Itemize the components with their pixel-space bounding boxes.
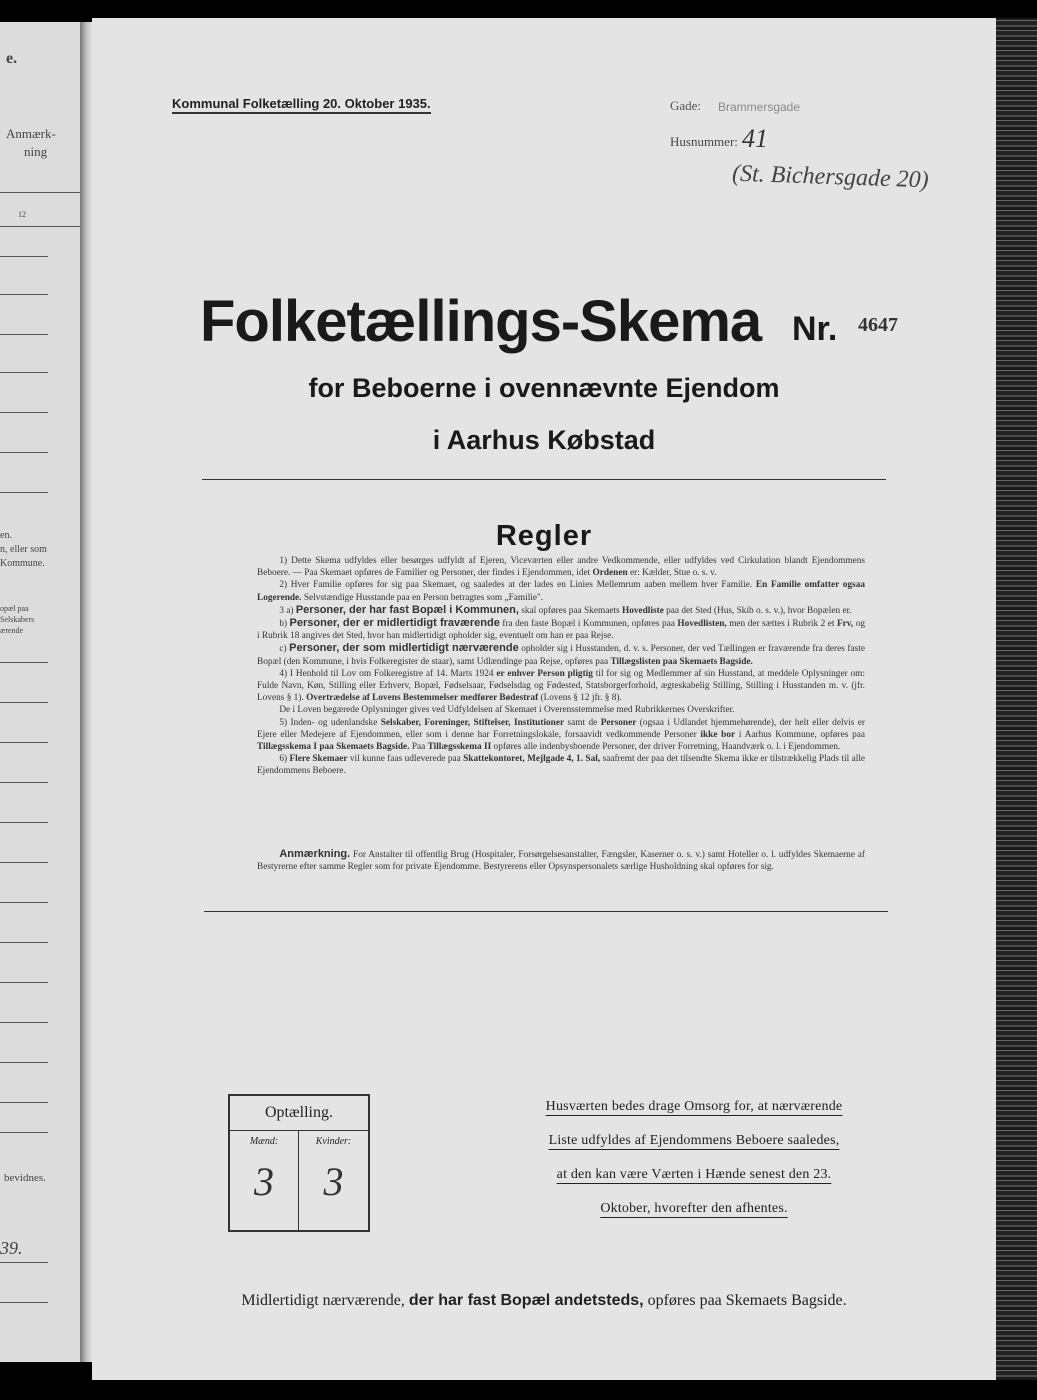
count-box bbox=[228, 1094, 370, 1232]
left-text-fragment: opæl paa bbox=[0, 604, 29, 613]
men-count: 3 bbox=[254, 1159, 274, 1204]
remark-label: Anmærkning. bbox=[279, 848, 351, 860]
left-rule bbox=[0, 902, 48, 903]
count-box-divider bbox=[230, 1130, 368, 1131]
book-spine bbox=[80, 22, 92, 1362]
rule-2: 2) Hver Familie opføres for sig paa Skemaet, og saaledes at der lades en Linies Mellemrum aaben mellem hver Familie. En Familie omfatter ogsaa Logerende. Selvstændige Husstande paa en Person betragtes som „Familie". bbox=[257, 580, 865, 603]
form-number-label: Nr. bbox=[792, 310, 838, 348]
handwritten-address-note: (St. Bichersgade 20) bbox=[731, 160, 930, 194]
census-form-page bbox=[92, 18, 996, 1380]
left-rule bbox=[0, 942, 48, 943]
left-rule bbox=[0, 294, 48, 295]
left-rule bbox=[0, 1022, 48, 1023]
left-rule bbox=[0, 372, 48, 373]
left-rule bbox=[0, 1132, 48, 1133]
count-box-title: Optælling. bbox=[264, 1104, 333, 1121]
rule-4: 4) I Henhold til Lov om Folkeregistre af 14. Marts 1924 er enhver Person pligtig til for sig og Medlemmer af sin Husstand, at meddele Oplysninger om: Fulde Navn, Køn, Stilling eller Erhverv, Bopæl, Fødselsaar, Fødselsdag og Fødested, Statsborgerforhold, ægteskabelig Stilling, Stilling i Husstanden m. v. (jfr. Lovens § 1). Overtrædelse af Lovens Bestemmelser medfører Bødestraf (Lovens § 12 jfr. § 8). bbox=[257, 668, 865, 704]
left-rule bbox=[0, 226, 80, 227]
divider bbox=[202, 479, 886, 480]
form-title: Folketællings-Skema bbox=[200, 289, 762, 354]
left-col-header-2: ning bbox=[24, 144, 48, 159]
left-rule bbox=[0, 1302, 48, 1303]
rule-1: 1) Dette Skema udfyldes eller besørges udfyldt af Ejeren, Viceværten eller andre Vedkommende, eller udfyldes ved Cirkulation blandt Ejendommens Beboere. — Paa Skemaet opføres de Familier og Personer, der findes i Ejendommen, idet Ordenen er: Kælder, Stue o. s. v. bbox=[257, 556, 865, 579]
left-rule bbox=[0, 452, 48, 453]
host-note-line: Husværten bedes drage Omsorg for, at nærværende bbox=[545, 1099, 843, 1114]
host-note-line: Oktober, hvorefter den afhentes. bbox=[600, 1201, 788, 1216]
rule-6: 6) Flere Skemaer vil kunne faas udleverede paa Skattekontoret, Mejlgade 4, 1. Sal, saafremt der paa det tilsendte Skema ikke er tilstrækkelig Plads til alle Ejendommens Beboere. bbox=[257, 754, 866, 777]
street-value: Brammersgade bbox=[718, 100, 801, 114]
left-rule bbox=[0, 1262, 48, 1263]
left-rule bbox=[0, 492, 48, 493]
rule-5: 5) Inden- og udenlandske Selskaber, Foreninger, Stiftelser, Institutioner samt de Personer (ogsaa i Udlandet hjemmehørende), der helt eller delvis er Ejere eller Medejere af Ejendommen, eller som i denne har Forretningslokale, forsaavidt vedkommende Personer ikke bor i Aarhus Kommune, opføres paa Tillægsskema I paa Skemaets Bagside. Paa Tillægsskema II opføres alle indenbysboende Personer, der driver Forretning, Haandværk o. l. i Ejendommen. bbox=[257, 717, 866, 753]
left-text-fragment: bevidnes. bbox=[4, 1172, 46, 1184]
left-text-fragment: en. bbox=[0, 530, 12, 541]
house-number-value: 41 bbox=[742, 124, 768, 153]
women-label: Kvinder: bbox=[315, 1136, 352, 1147]
rules-heading: Regler bbox=[495, 520, 593, 552]
left-col-header: Anmærk- bbox=[6, 126, 56, 141]
book-cover-edge bbox=[996, 18, 1037, 1380]
rule-3c: c) Personer, der som midlertidigt nærværende opholder sig i Husstanden, d. v. s. Personer, der ved Tællingen er fraværende fra deres faste Bopæl (den Kommune, i hvis Folkeregister de staar), samt Udlændinge paa Rejse, opføres paa Tillægslisten paa Skemaets Bagside. bbox=[257, 642, 865, 667]
remark-text: For Anstalter til offentlig Brug (Hospitaler, Forsørgelsesanstalter, Fængsler, Kaserner o. s. v.) samt Hoteller o. l. udfyldes Skemaerne af Bestyrerne efter samme Regler som for private Ejendomme. Bestyrerens eller Opsynspersonalets særlige Husholdning skal opføres for sig. bbox=[257, 850, 865, 873]
rules-body bbox=[257, 555, 865, 778]
left-rule bbox=[0, 982, 48, 983]
remark-paragraph bbox=[257, 848, 865, 873]
left-facing-page bbox=[0, 22, 80, 1362]
host-note-line: at den kan være Værten i Hænde senest den 23. bbox=[556, 1167, 832, 1182]
host-note-line: Liste udfyldes af Ejendommens Beboere saaledes, bbox=[548, 1133, 840, 1148]
left-header-fragment: e. bbox=[6, 50, 18, 67]
left-rule bbox=[0, 1102, 48, 1103]
left-rule bbox=[0, 256, 48, 257]
women-count: 3 bbox=[323, 1159, 344, 1204]
left-rule bbox=[0, 1062, 48, 1063]
left-rule bbox=[0, 742, 48, 743]
left-text-fragment: ærende bbox=[0, 626, 24, 635]
rule-3a: 3 a) Personer, der har fast Bopæl i Kommunen, skal opføres paa Skemaets Hovedliste paa det Sted (Hus, Skib o. s. v.), hvor Bopælen er. bbox=[279, 603, 852, 616]
left-text-fragment: Selskabers bbox=[0, 615, 35, 624]
left-rule bbox=[0, 334, 48, 335]
left-text-fragment: n, eller som bbox=[0, 544, 47, 555]
divider bbox=[204, 911, 888, 912]
house-number-label: Husnummer: bbox=[670, 134, 738, 149]
left-rule bbox=[0, 782, 48, 783]
form-subtitle-city: i Aarhus Købstad bbox=[432, 425, 656, 455]
rule-3b: b) Personer, der er midlertidigt fraværende fra den faste Bopæl i Kommunen, opføres paa Hovedlisten, men der sættes i Rubrik 2 et Frv, og i Rubrik 18 angives det Sted, hvor han midlertidigt opholder sig, eventuelt om han er paa Rejse. bbox=[257, 617, 865, 642]
left-rule bbox=[0, 702, 48, 703]
left-rule bbox=[0, 192, 80, 193]
form-subtitle: for Beboerne i ovennævnte Ejendom bbox=[308, 373, 780, 403]
men-label: Mænd: bbox=[249, 1136, 279, 1147]
footer-note: Midlertidigt nærværende, der har fast Bopæl andetsteds, opføres paa Skemaets Bagside. bbox=[241, 1292, 847, 1309]
left-rule bbox=[0, 822, 48, 823]
rule-4-note: De i Loven begærede Oplysninger gives ved Udfyldelsen af Skemaet i Overensstemmelse med Rubrikkernes Overskrifter. bbox=[279, 705, 735, 716]
form-number-value: 4647 bbox=[858, 314, 898, 336]
census-heading: Kommunal Folketælling 20. Oktober 1935. bbox=[172, 96, 431, 114]
left-text-fragment: Kommune. bbox=[0, 558, 45, 569]
left-rule bbox=[0, 412, 48, 413]
street-label: Gade: bbox=[670, 98, 702, 113]
left-rule bbox=[0, 662, 48, 663]
left-handwritten-fragment: 39. bbox=[0, 1238, 23, 1258]
left-col-number: 12 bbox=[18, 210, 26, 219]
left-rule bbox=[0, 862, 48, 863]
